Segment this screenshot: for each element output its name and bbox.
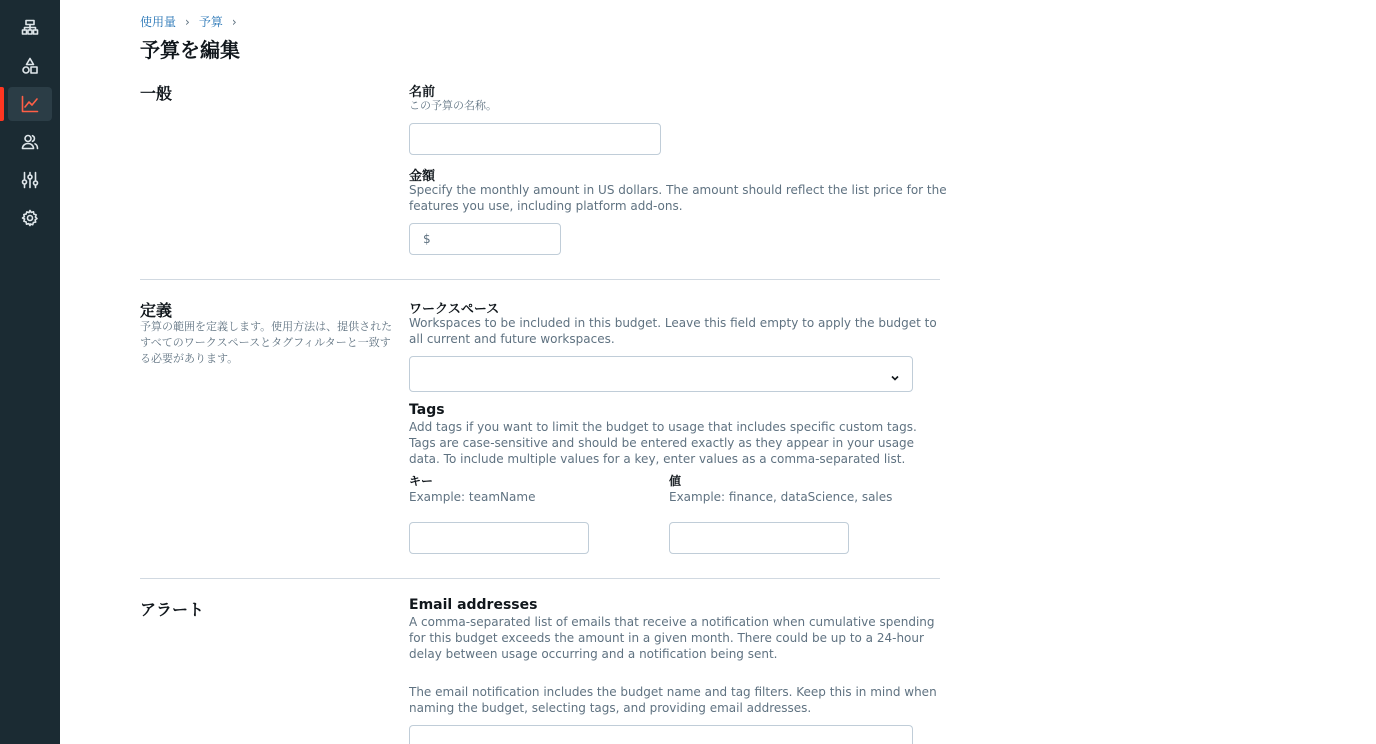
tag-value-example: Example: finance, dataScience, sales [669,490,893,504]
sitemap-icon [21,19,39,37]
tag-value-input[interactable] [669,522,849,554]
sidebar-item-settings[interactable] [8,201,52,235]
email-hint-line1: A comma-separated list of emails that receive a notification when cumulative spending [409,615,935,629]
amount-hint-line2: features you use, including platform add-ons. [409,199,683,213]
email-note-line2: naming the budget, selecting tags, and providing email addresses. [409,701,812,715]
email-hint-line3: delay between usage occurring and a notification being sent. [409,647,778,661]
breadcrumb-separator: › [185,14,190,29]
chart-line-icon [21,95,39,113]
email-input[interactable] [409,725,913,744]
section-title-general: 一般 [140,84,173,103]
tag-key-input[interactable] [409,522,589,554]
sidebar-item-workflows[interactable] [8,11,52,45]
amount-hint-line1: Specify the monthly amount in US dollars. The amount should reflect the list price for the [409,183,947,197]
sidebar [0,0,60,744]
workspace-select[interactable] [409,356,913,392]
definition-desc-line2: すべてのワークスペースとタグフィルターと一致す [140,336,391,349]
section-title-alerts: アラート [140,600,205,619]
tags-hint-line1: Add tags if you want to limit the budget to usage that includes specific custom tags. [409,420,917,434]
email-hint-line2: for this budget exceeds the amount in a given month. There could be up to a 24-hour [409,631,924,645]
currency-prefix: $ [423,232,431,246]
gear-icon [21,209,39,227]
section-divider [140,279,940,280]
definition-desc-line1: 予算の範囲を定義します。使用方法は、提供された [140,320,393,333]
section-divider [140,578,940,579]
workspace-hint-line1: Workspaces to be included in this budget. Leave this field empty to apply the budget to [409,316,937,330]
workspace-hint-line2: all current and future workspaces. [409,332,615,346]
tag-key-label: キー [409,474,434,488]
sidebar-item-settings-sliders[interactable] [8,163,52,197]
name-input[interactable] [409,123,661,155]
email-label: Email addresses [409,597,538,613]
section-title-definition: 定義 [140,301,173,320]
breadcrumb-usage-link[interactable]: 使用量 [140,15,177,29]
tag-key-example: Example: teamName [409,490,536,504]
page-title: 予算を編集 [140,38,240,62]
amount-label: 金額 [409,169,436,184]
tag-value-label: 値 [669,474,682,488]
email-note-line1: The email notification includes the budget name and tag filters. Keep this in mind when [409,685,937,699]
shapes-icon [21,57,39,75]
users-icon [21,133,39,151]
sidebar-item-usage[interactable] [8,87,52,121]
breadcrumb-budget-link[interactable]: 予算 [198,15,223,29]
name-hint: この予算の名称。 [409,99,497,112]
breadcrumb [140,13,246,30]
main-content [60,0,1376,744]
sliders-icon [21,171,39,189]
workspace-label: ワークスペース [409,302,500,317]
chevron-down-icon [889,369,901,381]
sidebar-item-users[interactable] [8,125,52,159]
active-indicator [0,87,4,121]
breadcrumb-separator: › [231,14,237,29]
tags-hint-line2: Tags are case-sensitive and should be entered exactly as they appear in your usage [409,436,915,450]
definition-desc-line3: る必要があります。 [140,352,239,365]
sidebar-item-catalog[interactable] [8,49,52,83]
tags-label: Tags [409,402,445,418]
name-label: 名前 [409,85,436,100]
amount-input[interactable] [409,223,561,255]
tags-hint-line3: data. To include multiple values for a key, enter values as a comma-separated list. [409,452,906,466]
